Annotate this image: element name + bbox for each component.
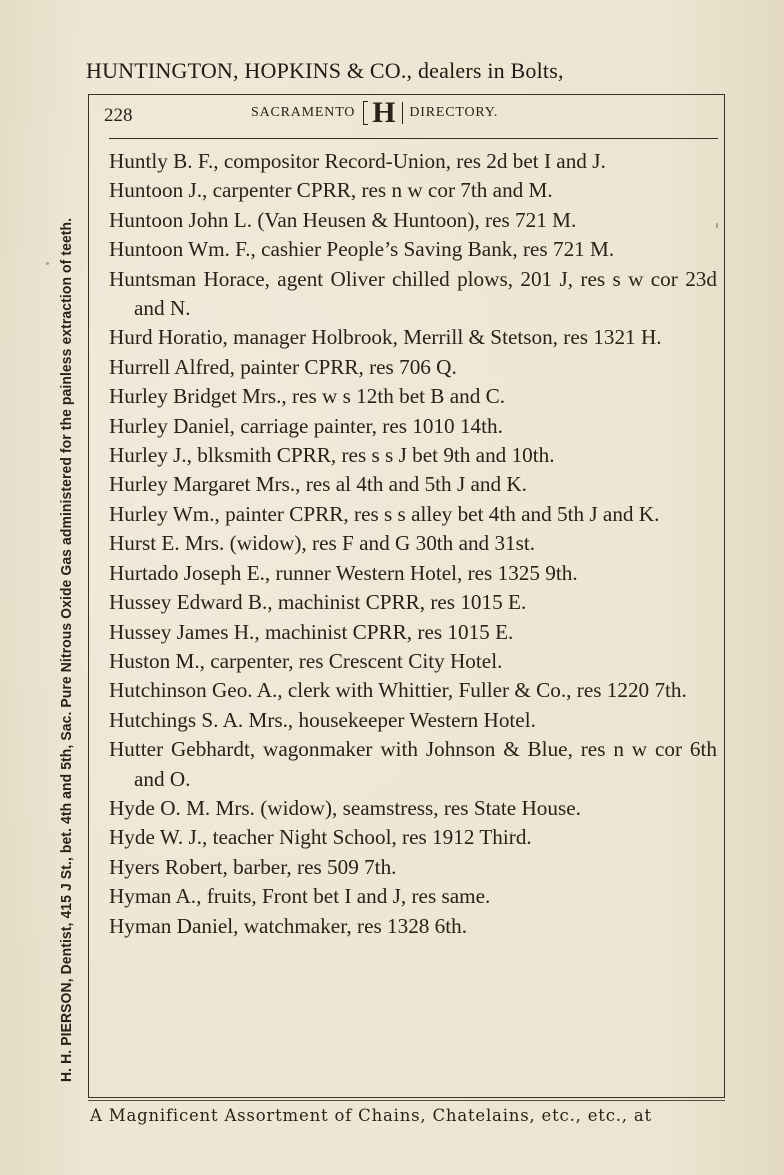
directory-entry: Hyers Robert, barber, res 509 7th. xyxy=(109,854,397,879)
directory-entry: Hurley Bridget Mrs., res w s 12th bet B and C. xyxy=(109,384,506,409)
bracket-icon xyxy=(363,101,368,125)
directory-entry: Huntsman Horace, agent Oliver chilled plows, 201 J, res s w cor 23d and N. xyxy=(109,266,717,321)
directory-entry: Hyde W. J., teacher Night School, res 1912 Third. xyxy=(109,825,532,850)
directory-entry: Hyman Daniel, watchmaker, res 1328 6th. xyxy=(109,913,468,938)
directory-entry: Hutchings S. A. Mrs., housekeeper Western Hotel. xyxy=(109,707,536,732)
header-city: SACRAMENTO xyxy=(251,105,356,120)
running-head xyxy=(251,96,499,129)
directory-entry: Hutter Gebhardt, wagonmaker with Johnson & Blue, res n w cor 6th and O. xyxy=(109,737,717,791)
side-advertisement: H. H. PIERSON, Dentist, 415 J St., bet. 4th and 5th, Sac. Pure Nitrous Oxide Gas administered for the painless extraction of teeth. xyxy=(58,217,75,1083)
bottom-divider xyxy=(88,1100,725,1101)
directory-entry: Hurd Horatio, manager Holbrook, Merrill & Stetson, res 1321 H. xyxy=(109,325,662,350)
header-title: DIRECTORY. xyxy=(409,105,499,120)
directory-entry: Hurst E. Mrs. (widow), res F and G 30th and 31st. xyxy=(109,531,536,556)
directory-entry: Hurley Margaret Mrs., res al 4th and 5th J and K. xyxy=(109,472,527,497)
directory-entry: Hyman A., fruits, Front bet I and J, res same. xyxy=(109,884,491,909)
directory-entry: Hurrell Alfred, painter CPRR, res 706 Q. xyxy=(109,354,457,379)
directory-entry: Huntoon J., carpenter CPRR, res n w cor 7th and M. xyxy=(109,178,553,203)
directory-entries xyxy=(109,147,717,941)
directory-entry: Hurley Daniel, carriage painter, res 1010 14th. xyxy=(109,413,503,438)
directory-entry: Huston M., carpenter, res Crescent City Hotel. xyxy=(109,648,503,673)
directory-entry: Huntly B. F., compositor Record-Union, res 2d bet I and J. xyxy=(109,149,606,173)
bottom-advertisement: A Magnificent Assortment of Chains, Chatelains, etc., etc., at xyxy=(90,1106,652,1125)
paper-speck xyxy=(510,832,513,835)
directory-entry: Hyde O. M. Mrs. (widow), seamstress, res State House. xyxy=(109,795,581,820)
directory-entry: Hurley Wm., painter CPRR, res s s alley bet 4th and 5th J and K. xyxy=(109,501,660,526)
top-advertisement: HUNTINGTON, HOPKINS & CO., dealers in Bolts, xyxy=(86,58,564,83)
directory-entry: Hurtado Joseph E., runner Western Hotel, res 1325 9th. xyxy=(109,560,578,585)
directory-entry: Hussey Edward B., machinist CPRR, res 1015 E. xyxy=(109,590,527,615)
bar-icon xyxy=(402,102,403,124)
paper-speck xyxy=(46,262,49,265)
directory-entry: Hurley J., blksmith CPRR, res s s J bet 9th and 10th. xyxy=(109,443,555,468)
paper-speck xyxy=(716,223,718,228)
header-divider xyxy=(109,138,718,139)
directory-entry: Huntoon Wm. F., cashier People’s Saving Bank, res 721 M. xyxy=(109,237,615,262)
page-number: 228 xyxy=(104,105,133,126)
section-letter-box xyxy=(363,96,403,129)
page-frame xyxy=(88,94,725,1098)
running-header xyxy=(89,95,724,139)
section-letter: H xyxy=(372,96,397,129)
directory-entry: Hussey James H., machinist CPRR, res 1015 E. xyxy=(109,619,514,644)
directory-entry: Hutchinson Geo. A., clerk with Whittier, Fuller & Co., res 1220 7th. xyxy=(109,678,687,703)
directory-entry: Huntoon John L. (Van Heusen & Huntoon), res 721 M. xyxy=(109,207,577,232)
